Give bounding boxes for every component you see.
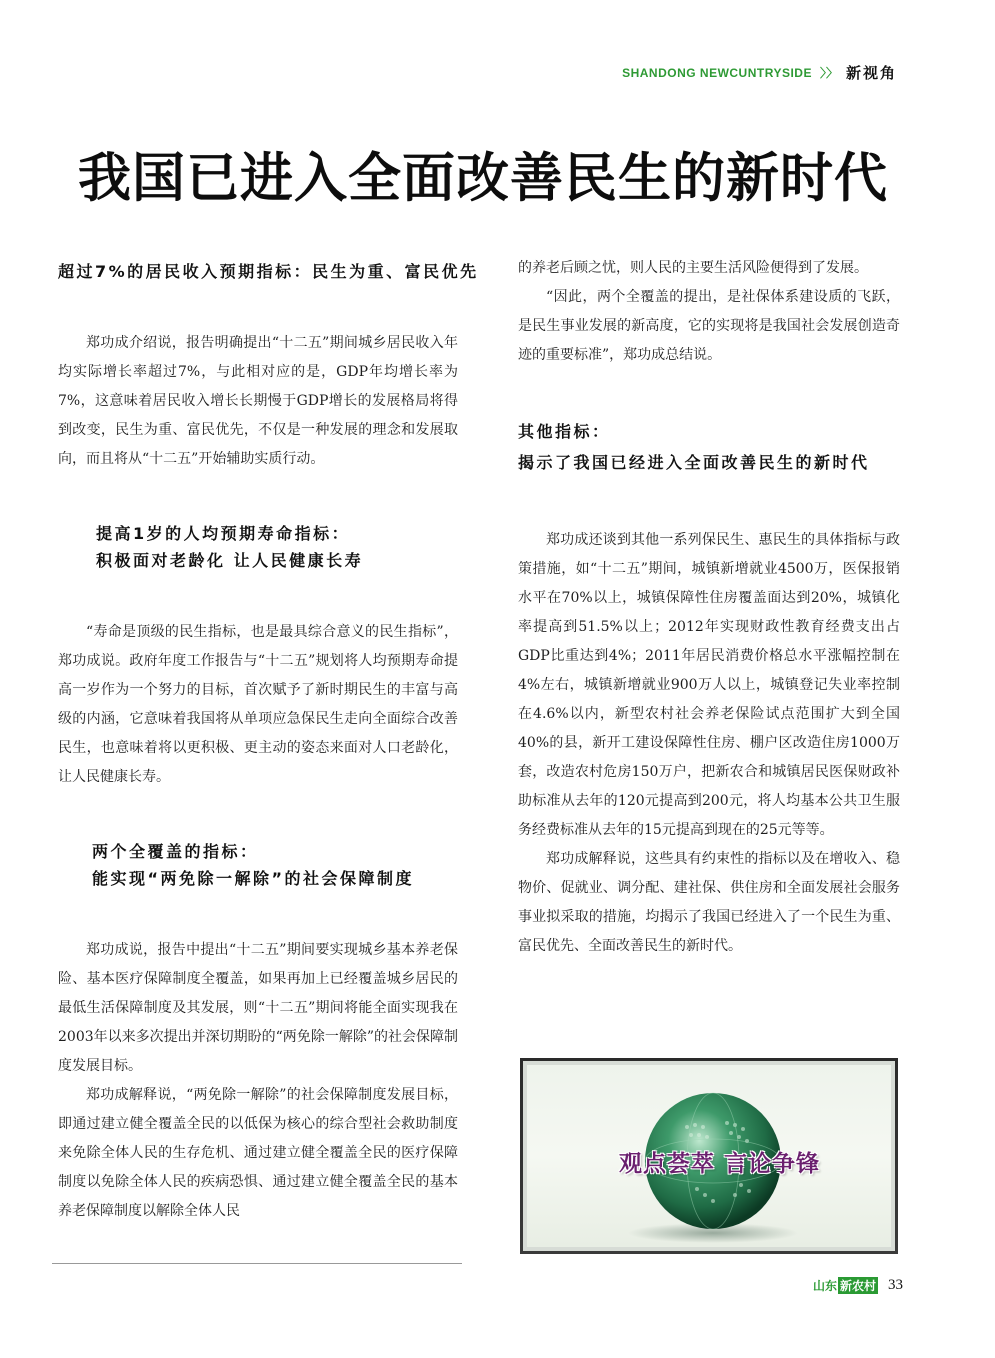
section-heading-other — [518, 416, 900, 478]
paragraph-coverage: 郑功成说，报告中提出“十二五”期间要实现城乡基本养老保险、基本医疗保障制度全覆盖，如果再加上已经覆盖城乡居民的最低生活保障制度及其发展，则“十二五”期间将能全面实现我在2003年以来多次提出并深切期盼的“两免除一解除”的社会保障制度发展目标。 — [58, 942, 458, 1074]
article-title: 我国已进入全面改善民生的新时代 — [78, 148, 888, 209]
section-label-cn: 新视角 — [845, 64, 897, 82]
section-label-en: SHANDONG NEWCUNTRYSIDE — [622, 65, 812, 80]
section-header — [622, 62, 897, 83]
right-column — [518, 252, 900, 961]
illustration-caption: 观点荟萃 言论争锋 — [619, 1151, 821, 1177]
heading-line: 提高1岁的人均预期寿命指标： — [96, 524, 351, 543]
footer-divider — [52, 1263, 462, 1264]
paragraph-explanation: 郑功成解释说，“两免除一解除”的社会保障制度发展目标，即通过建立健全覆盖全民的以低保为核心的综合型社会救助制度来免除全体人民的生存危机、通过建立健全覆盖全民的医疗保障制度以免除全体人民的疾病恐惧、通过建立健全覆盖全民的基本养老保障制度以解除全体人民 — [58, 1087, 458, 1219]
page-footer — [813, 1277, 903, 1294]
illustration-frame — [520, 1058, 898, 1254]
illustration — [523, 1061, 895, 1251]
paragraph-summary: “因此，两个全覆盖的提出，是社保体系建设质的飞跃，是民生事业发展的新高度，它的实现将是我国社会发展创造奇迹的重要标准”，郑功成总结说。 — [518, 289, 900, 363]
paragraph-lifespan: “寿命是顶级的民生指标，也是最具综合意义的民生指标”，郑功成说。政府年度工作报告与“十二五”规划将人均预期寿命提高一岁作为一个努力的目标，首次赋予了新时期民生的丰富与高级的内涵，它意味着我国将从单项应急保民生走向全面综合改善民生，也意味着将以更积极、更主动的姿态来面对人口老龄化，让人民健康长寿。 — [58, 624, 458, 785]
heading-line: 两个全覆盖的指标： — [92, 842, 259, 861]
page-number: 33 — [888, 1277, 903, 1293]
paragraph-other-indicators: 郑功成还谈到其他一系列保民生、惠民生的具体指标与政策措施，如“十二五”期间，城镇新增就业4500万，医保报销水平在70%以上，城镇保障性住房覆盖面达到20%，城镇化率提高到51.5%以上；2012年实现财政性教育经费支出占GDP比重达到4%；2011年居民消费价格总水平涨幅控制在4%左右，城镇新增就业900万人以上，城镇登记失业率控制在4.6%以内，新型农村社会养老保险试点范围扩大到全国40%的县，新开工建设保障性住房、棚户区改造住房1000万套，改造农村危房150万户，把新农合和城镇居民医保财政补助标准从去年的120元提高到200元，将人均基本公共卫生服务经费标准从去年的15元提高到现在的25元等等。 — [518, 532, 900, 838]
paragraph-conclusion: 郑功成解释说，这些具有约束性的指标以及在增收入、稳物价、促就业、调分配、建社保、供住房和全面发展社会服务事业拟采取的措施，均揭示了我国已经进入了一个民生为重、富民优先、全面改善民生的新时代。 — [518, 851, 900, 954]
logo-text-boxed: 新农村 — [839, 1279, 876, 1293]
heading-line: 积极面对老龄化 让人民健康长寿 — [96, 551, 364, 570]
paragraph-income: 郑功成介绍说，报告明确提出“十二五”期间城乡居民收入年均实际增长率超过7%，与此相对应的是，GDP年均增长率为7%，这意味着居民收入增长长期慢于GDP增长的发展格局将得到改变，民生为重、富民优先，不仅是一种发展的理念和发展取向，而且将从“十二五”开始辅助实质行动。 — [58, 335, 458, 467]
logo-text: 山东 — [812, 1279, 837, 1293]
magazine-logo — [813, 1277, 878, 1294]
heading-line: 揭示了我国已经进入全面改善民生的新时代 — [518, 453, 870, 472]
double-chevron-icon: 〉〉 — [819, 66, 838, 80]
heading-line: 其他指标： — [518, 422, 611, 441]
section-heading-income: 超过7%的居民收入预期指标：民生为重、富民优先 — [58, 262, 479, 281]
left-column — [58, 252, 479, 1226]
section-heading-coverage — [58, 838, 458, 892]
heading-line: 能实现“两免除一解除”的社会保障制度 — [92, 869, 415, 888]
section-heading-lifespan — [58, 520, 458, 574]
paragraph-continued: 的养老后顾之忧，则人民的主要生活风险便得到了发展。 — [518, 260, 868, 276]
